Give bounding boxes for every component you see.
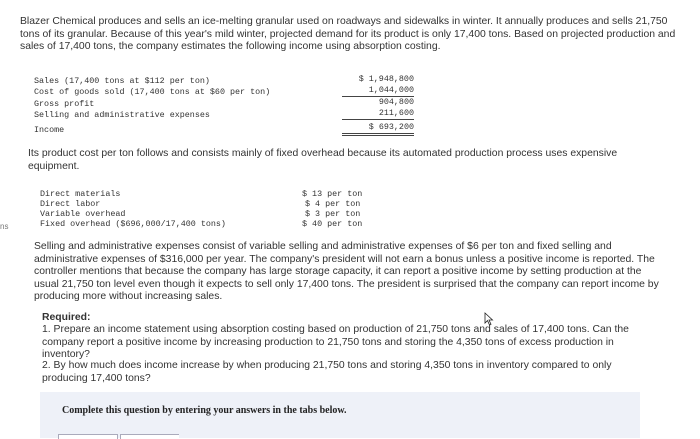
instructions-text: Complete this question by entering your answers in the tabs below.: [62, 405, 347, 416]
income-row-value: 1,044,000: [342, 85, 414, 97]
cost-row-value: $ 40 per ton: [302, 219, 363, 229]
side-tag: ns: [0, 222, 9, 231]
income-row-label: Income: [34, 125, 65, 135]
required-item-2: 2. By how much does income increase by when producing 21,750 tons and storing 4,350 tons in inventory compared to only producing 17,400 tons?: [42, 360, 612, 384]
cost-intro-paragraph: Its product cost per ton follows and consists mainly of fixed overhead because its automated production process uses expensive equipment.: [28, 148, 618, 172]
income-row-value: 211,600: [342, 108, 414, 120]
mouse-pointer-icon: [484, 312, 494, 326]
income-row-label: Sales (17,400 tons at $112 per ton): [34, 76, 210, 86]
cost-row-label: Fixed overhead ($696,000/17,400 tons): [40, 219, 226, 229]
cost-row-value: $ 3 per ton: [305, 209, 361, 219]
income-row-label: Cost of goods sold (17,400 tons at $60 per ton): [34, 87, 271, 97]
cost-row-label: Direct materials: [40, 189, 121, 199]
tab-required-1[interactable]: [58, 434, 118, 439]
required-item-1: 1. Prepare an income statement using absorption costing based on production of 21,750 tons and sales of 17,400 tons. Can the company report a positive income by increasing production to 21,750 tons and storing the 4,350 tons of excess production in inventory?: [42, 324, 629, 361]
income-row-value: 904,800: [378, 97, 414, 107]
selling-expenses-paragraph: Selling and administrative expenses consist of variable selling and administrative expenses of $6 per ton and fixed selling and administrative expenses of $316,000 per year. The company's president will not earn a bonus unless a positive income is reported. The controller mentions that because the company has large storage capacity, it can report a positive income by setting production at the usual 21,750 ton level even though it expects to sell only 17,400 tons. The president is surprised that the company can report income by producing more without increasing sales.: [34, 241, 659, 303]
required-heading: Required:: [42, 312, 91, 323]
cost-row-value: $ 13 per ton: [302, 189, 363, 199]
intro-paragraph: Blazer Chemical produces and sells an ice-melting granular used on roadways and sidewalks in winter. It annually produces and sells 21,750 tons of its granular. Because of this year's mild winter, projected demand for its product is only 17,400 tons. Based on projected production and sales of 17,400 tons, the company estimates the following income using absorption costing.: [20, 16, 676, 53]
cost-row-label: Variable overhead: [40, 209, 126, 219]
income-row-label: Selling and administrative expenses: [34, 110, 210, 120]
tab-required-2[interactable]: [120, 434, 179, 439]
income-row-value: $ 1,948,800: [358, 74, 414, 84]
cost-row-label: Direct labor: [40, 199, 101, 209]
income-row-label: Gross profit: [34, 99, 95, 109]
income-row-value: $ 693,200: [342, 122, 414, 136]
cost-row-value: $ 4 per ton: [305, 199, 361, 209]
